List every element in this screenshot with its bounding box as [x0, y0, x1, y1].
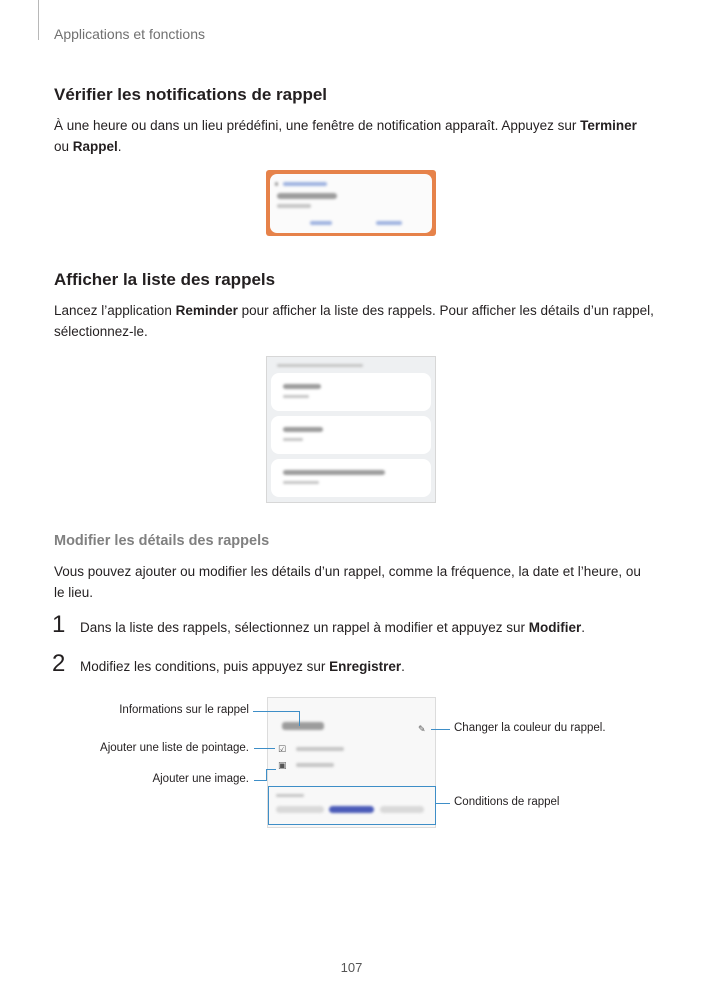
term-terminer: Terminer	[580, 118, 637, 133]
subsection-title-edit-details: Modifier les détails des rappels	[54, 533, 270, 549]
list-item	[271, 459, 431, 497]
section1-text: À une heure ou dans un lieu prédéfini, une fenêtre de notification apparaît. Appuyez sur	[54, 118, 581, 133]
section1-text-end: .	[117, 139, 122, 154]
term-rappel: Rappel	[72, 139, 118, 154]
callout-checklist: Ajouter une liste de pointage.	[100, 742, 249, 754]
callout-color: Changer la couleur du rappel.	[454, 722, 606, 734]
leader-line-image-rise	[266, 769, 267, 781]
step-2-end: .	[401, 659, 405, 674]
term-modifier: Modifier	[528, 620, 582, 635]
step-2-text	[80, 656, 660, 677]
image-icon: ▣	[278, 760, 287, 770]
list-item	[271, 416, 431, 454]
step-1-body: Dans la liste des rappels, sélectionnez un rappel à modifier et appuyez sur	[80, 620, 529, 635]
leader-line-color	[431, 729, 450, 730]
section1-paragraph	[54, 115, 654, 157]
callout-image: Ajouter une image.	[152, 773, 249, 785]
notification-card	[270, 174, 432, 233]
leader-line-info-drop	[299, 711, 300, 726]
step-2-body: Modifiez les conditions, puis appuyez sur	[80, 659, 330, 674]
callout-rappel-info: Informations sur le rappel	[119, 704, 249, 716]
section3-paragraph: Vous pouvez ajouter ou modifier les détails d’un rappel, comme la fréquence, la date et l’heure, ou le lieu.	[54, 564, 641, 600]
leader-line-conditions	[436, 803, 450, 804]
section-title-reminder-list: Afficher la liste des rappels	[54, 270, 276, 289]
leader-line-checklist	[254, 748, 275, 749]
palette-icon: ✎	[418, 724, 426, 734]
term-enregistrer: Enregistrer	[329, 659, 402, 674]
reminder-list-screenshot	[266, 356, 436, 503]
leader-line-image	[254, 780, 266, 781]
list-item	[271, 373, 431, 411]
page-number: 107	[340, 960, 363, 975]
section1-text-mid: ou	[54, 139, 73, 154]
step-1-text	[80, 617, 660, 638]
notification-screenshot	[266, 170, 436, 236]
running-header: Applications et fonctions	[54, 26, 205, 42]
step-1-end: .	[581, 620, 586, 635]
conditions-highlight-box	[268, 786, 436, 825]
step-number-2: 2	[52, 650, 66, 677]
section2-text: Lancez l’application	[54, 303, 176, 318]
leader-line-image-end	[266, 769, 276, 770]
step-number-1: 1	[52, 611, 66, 638]
section2-text-end: pour afficher la liste des rappels. Pour afficher les détails d’un rappel, sélectionnez-le.	[54, 303, 654, 339]
term-reminder: Reminder	[175, 303, 238, 318]
section-title-check-notifications: Vérifier les notifications de rappel	[54, 85, 328, 104]
leader-line-info	[253, 711, 300, 712]
section2-paragraph	[54, 300, 654, 342]
header-rule	[38, 0, 39, 40]
callout-conditions: Conditions de rappel	[454, 796, 560, 808]
checklist-icon: ☑	[278, 744, 287, 754]
